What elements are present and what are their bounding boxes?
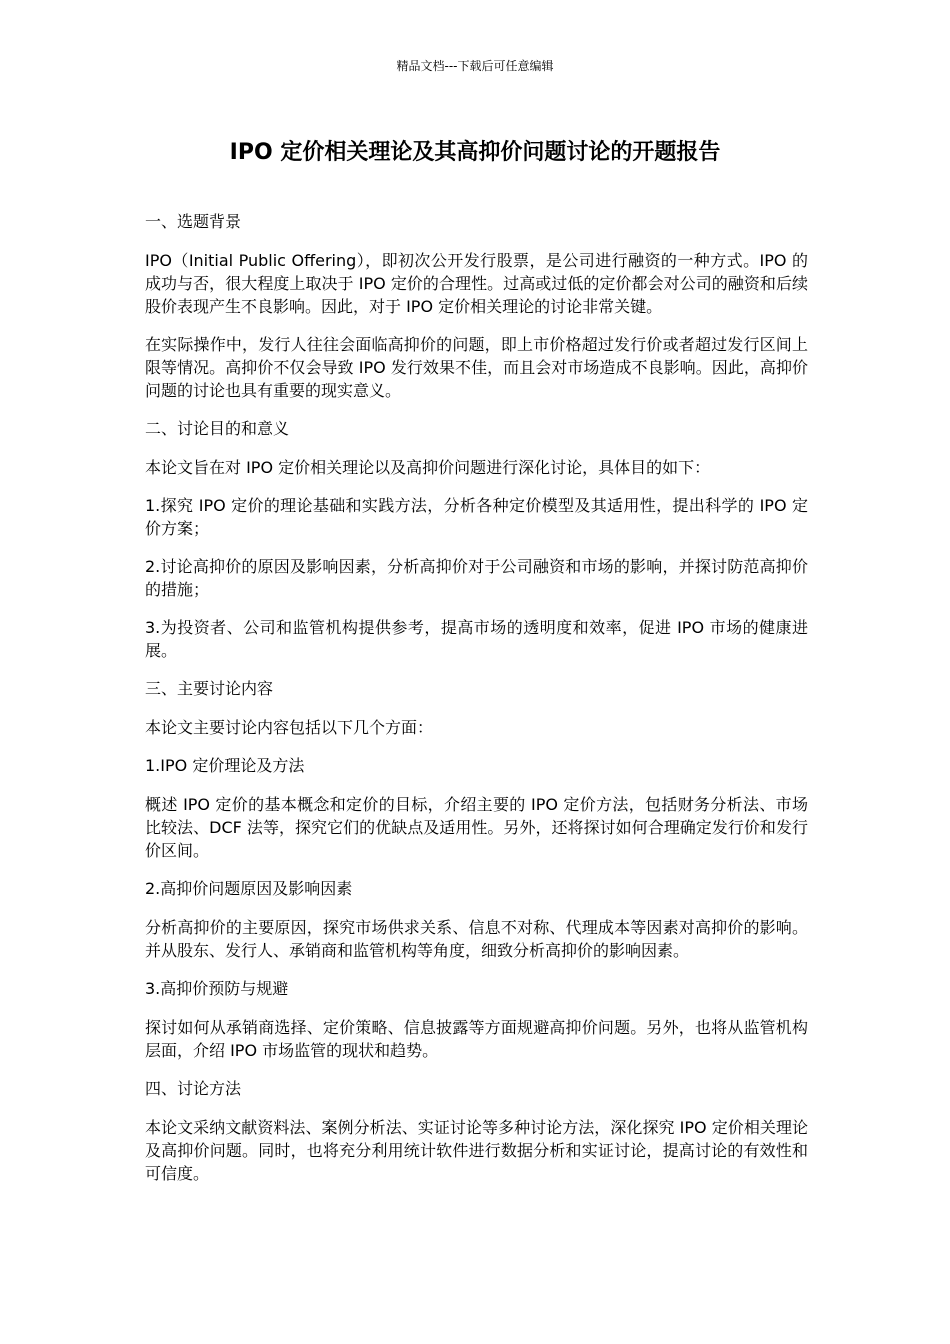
paragraph-underpricing-causes: 分析高抑价的主要原因，探究市场供求关系、信息不对称、代理成本等因素对高抑价的影响。并从股东、发行人、承销商和监管机构等角度，细致分析高抑价的影响因素。	[145, 918, 808, 960]
list-item-purpose-2: 2.讨论高抑价的原因及影响因素，分析高抑价对于公司融资和市场的影响，并探讨防范高抑价的措施；	[145, 557, 808, 599]
paragraph-methods: 本论文采纳文献资料法、案例分析法、实证讨论等多种讨论方法，深化探究 IPO 定价相关理论及高抑价问题。同时，也将充分利用统计软件进行数据分析和实证讨论，提高讨论的有效性和可信度。	[145, 1118, 808, 1183]
header-note: 精品文档---下载后可任意编辑	[396, 59, 554, 73]
document-title: IPO 定价相关理论及其高抑价问题讨论的开题报告	[229, 140, 721, 165]
section-heading-background: 一、选题背景	[145, 212, 242, 231]
subheading-underpricing-causes: 2.高抑价问题原因及影响因素	[145, 879, 353, 898]
section-heading-methods: 四、讨论方法	[145, 1079, 242, 1098]
subheading-prevention: 3.高抑价预防与规避	[145, 979, 289, 998]
list-item-purpose-3: 3.为投资者、公司和监管机构提供参考，提高市场的透明度和效率，促进 IPO 市场的健康进展。	[145, 618, 808, 660]
document-body	[145, 210, 808, 1200]
list-item-purpose-1: 1.探究 IPO 定价的理论基础和实践方法，分析各种定价模型及其适用性，提出科学的 IPO 定价方案；	[145, 496, 808, 538]
paragraph-content-intro: 本论文主要讨论内容包括以下几个方面：	[145, 718, 434, 737]
paragraph-high-underpricing-issue: 在实际操作中，发行人往往会面临高抑价的问题，即上市价格超过发行价或者超过发行区间上限等情况。高抑价不仅会导致 IPO 发行效果不佳，而且会对市场造成不良影响。因此，高抑价问题的讨论也具有重要的现实意义。	[145, 335, 808, 400]
paragraph-purpose-intro: 本论文旨在对 IPO 定价相关理论以及高抑价问题进行深化讨论，具体目的如下：	[145, 458, 711, 477]
subheading-pricing-theory: 1.IPO 定价理论及方法	[145, 756, 305, 775]
section-heading-purpose: 二、讨论目的和意义	[145, 419, 290, 438]
paragraph-pricing-theory: 概述 IPO 定价的基本概念和定价的目标，介绍主要的 IPO 定价方法，包括财务分析法、市场比较法、DCF 法等，探究它们的优缺点及适用性。另外，还将探讨如何合理确定发行价和发行价区间。	[145, 795, 808, 860]
paragraph-prevention: 探讨如何从承销商选择、定价策略、信息披露等方面规避高抑价问题。另外，也将从监管机构层面，介绍 IPO 市场监管的现状和趋势。	[145, 1018, 808, 1060]
paragraph-ipo-definition: IPO（Initial Public Offering），即初次公开发行股票，是公司进行融资的一种方式。IPO 的成功与否，很大程度上取决于 IPO 定价的合理性。过高或过低的定价都会对公司的融资和后续股价表现产生不良影响。因此，对于 IPO 定价相关理论的讨论非常关键。	[145, 251, 808, 316]
section-heading-main-content: 三、主要讨论内容	[145, 679, 274, 698]
